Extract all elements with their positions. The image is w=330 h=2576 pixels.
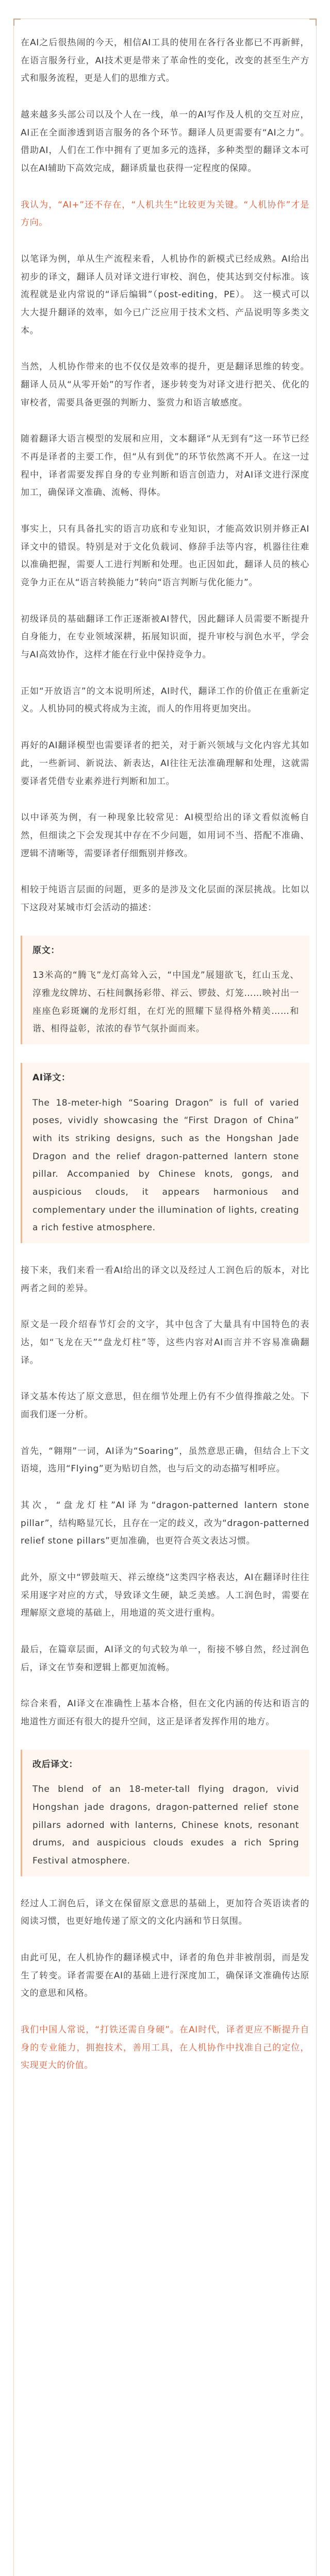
paragraph: 综合来看，AI译文在准确性上基本合格，但在文化内涵的传达和语言的地道性方面还有很大的提升空间，这正是译者发挥作用的地方。 (21, 1699, 309, 1727)
article-body (21, 0, 309, 2075)
ai-translation-label: AI译文： (32, 1072, 71, 1083)
paragraph: 当然，人机协作带来的也不仅仅是效率的提升，更是翻译思维的转变。翻译人员从“从零开始”的写作者，逐步转变为对译文进行把关、优化的审校者，需要具备更强的判断力、鉴赏力和语言敏感度。 (21, 362, 309, 408)
paragraph: 译文基本传达了原文意思，但在细节处理上仍有不少值得推敲之处。下面我们逐一分析。 (21, 1392, 309, 1420)
revised-translation-label: 改后译文： (32, 1759, 78, 1770)
paragraph: 初级译员的基础翻译工作正逐渐被AI替代，因此翻译人员需要不断提升自身能力，在专业领域深耕，拓展知识面，提升审校与润色水平，学会与AI高效协作，这样才能在行业中保持竞争力。 (21, 614, 309, 660)
paragraph: 接下来，我们来看一看AI给出的译文以及经过人工润色后的版本，对比两者之间的差异。 (21, 1265, 309, 1294)
ai-translation-block (21, 1063, 309, 1243)
source-text: 13米高的“腾飞”龙灯高耸入云，“中国龙”展翅欲飞，红山玉龙、淳雅龙纹牌坊、石柱间飘扬彩带、祥云、锣鼓、灯笼……映衬出一座座色彩斑斓的龙形灯组，在灯光的照耀下显得格外精美……和谐、相得益彰，浓浓的春节气氛扑面而来。 (32, 970, 299, 1035)
paragraph: 越来越多头部公司以及个人在一线，单一的AI写作及人机的交互对应，AI正在全面渗透到语言服务的各个环节。翻译人员更需要有“AI之力”。借助AI，人们在工作中拥有了更加多元的选择，多种类型的翻译文本可以在AI辅助下高效完成，翻译质量也获得一定程度的保障。 (21, 110, 309, 174)
paragraph: 其次，“盘龙灯柱”AI译为“dragon-patterned lantern stone pillar”，结构略显冗长，且存在一定的歧义，改为“dragon-patterned relief stone pillars”更加准确，也更符合英文表达习惯。 (21, 1500, 309, 1547)
paragraph-highlight: 我认为，“AI+”还不存在，“人机共生”比较更为关键。“人机协作”才是方向。 (21, 199, 309, 228)
paragraph: 随着翻译大语言模型的发展和应用，文本翻译“从无到有”这一环节已经不再是译者的主要工作，但“从有到优”的环节依然离不开人。在这一过程中，译者需要发挥自身的专业判断和语言创造力，对AI译文进行深度加工，确保译文准确、流畅、得体。 (21, 434, 309, 498)
revised-translation-text: The blend of an 18-meter-tall flying dragon, vivid Hongshan jade dragons, dragon-patterned relief stone pillars adorned with lanterns, Chinese knots, resonant drums, and auspicious clouds exudes a rich Spring Festival atmosphere. (32, 1784, 299, 1867)
paragraph: 以中译英为例，有一种现象比较常见：AI模型给出的译文看似流畅自然，但细读之下会发现其中存在不少问题，如用词不当、搭配不准确、逻辑不清晰等，需要译者仔细甄别并修改。 (21, 812, 309, 859)
frame-corner-icon (13, 19, 21, 26)
paragraph: 由此可见，在人机协作的翻译模式中，译者的角色并非被削弱，而是发生了转变。译者需要在AI的基础上进行深度加工，确保译文准确传达原文的意思和风格。 (21, 1953, 309, 1999)
revised-translation-block (21, 1750, 309, 1876)
paragraph: 再好的AI翻译模型也需要译者的把关，对于新兴领域与文化内容尤其如此，一些新词、新说法、新表达，AI往往无法准确理解和处理，这就需要译者凭借专业素养进行判断和加工。 (21, 740, 309, 787)
paragraph: 正如“开放语言”的文本说明所述，AI时代，翻译工作的价值正在重新定义。人机协同的模式将成为主流，而人的作用将更加突出。 (21, 686, 309, 715)
paragraph: 原文是一段介绍春节灯会的文字，其中包含了大量具有中国特色的表达，如“飞龙在天”“盘龙灯柱”等，这些内容对AI而言并不容易准确翻译。 (21, 1319, 309, 1366)
paragraph: 此外，原文中“锣鼓喧天、祥云缭绕”这类四字格表达，AI在翻译时往往采用逐字对应的方式，导致译文生硬，缺乏美感。人工润色时，需要在理解原文意境的基础上，用地道的英文进行重构。 (21, 1572, 309, 1619)
paragraph: 首先，“翱翔”一词，AI译为“Soaring”，虽然意思正确，但结合上下文语境，选用“Flying”更为贴切自然，也与后文的动态描写相呼应。 (21, 1446, 309, 1475)
paragraph: 事实上，只有具备扎实的语言功底和专业知识，才能高效识别并修正AI译文中的错误。特别是对于文化负载词、修辞手法等内容，机器往往难以准确把握，需要人工进行判断和处理。也正因如此，翻译人员的核心竞争力正在从“语言转换能力”转向“语言判断与优化能力”。 (21, 524, 309, 588)
ai-translation-text: The 18-meter-high “Soaring Dragon” is full of varied poses, vividly showcasing the “First Dragon of China” with its striking designs, such as the Hongshan Jade Dragon and the relief dragon-patterned lantern stone pillar. Accompanied by Chinese knots, gongs, and auspicious clouds, it appears harmonious and complementary under the illumination of lights, creating a rich festive atmosphere. (32, 1097, 299, 1233)
paragraph: 最后，在篇章层面，AI译文的句式较为单一，衔接不够自然，经过润色后，译文在节奏和逻辑上都更加流畅。 (21, 1645, 309, 1673)
paragraph: 以笔译为例，单从生产流程来看，人机协作的新模式已经成熟。AI给出初步的译文，翻译人员对译文进行审校、润色，使其达到交付标准。该流程就是业内常说的“译后编辑”（post-editing，PE）。 这一模式可以大大提升翻译的效率，如今已广泛应用于技术文档、产品说明等多类文本。 (21, 254, 309, 336)
paragraph-highlight: 我们中国人常说，“打铁还需自身硬”。在AI时代，译者更应不断提升自身的专业能力，拥抱技术，善用工具，在人机协作中找准自己的定位，实现更大的价值。 (21, 2025, 309, 2071)
paragraph: 经过人工润色后，译文在保留原文意思的基础上，更加符合英语读者的阅读习惯，也更好地传递了原文的文化内涵和节日氛围。 (21, 1898, 309, 1927)
source-label: 原文： (32, 945, 60, 956)
source-text-block (21, 936, 309, 1044)
frame-corner-icon (309, 19, 317, 26)
paragraph: 相较于纯语言层面的问题，更多的是涉及文化层面的深层挑战。比如以下这段对某城市灯会活动的描述： (21, 885, 309, 913)
paragraph: 在AI之后很热闹的今天，相信AI工具的使用在各行各业都已不再新鲜，在语言服务行业，AI技术更是带来了革命性的变化，改变的甚至生产方式和服务流程，更是人们的思维方式。 (21, 38, 309, 84)
